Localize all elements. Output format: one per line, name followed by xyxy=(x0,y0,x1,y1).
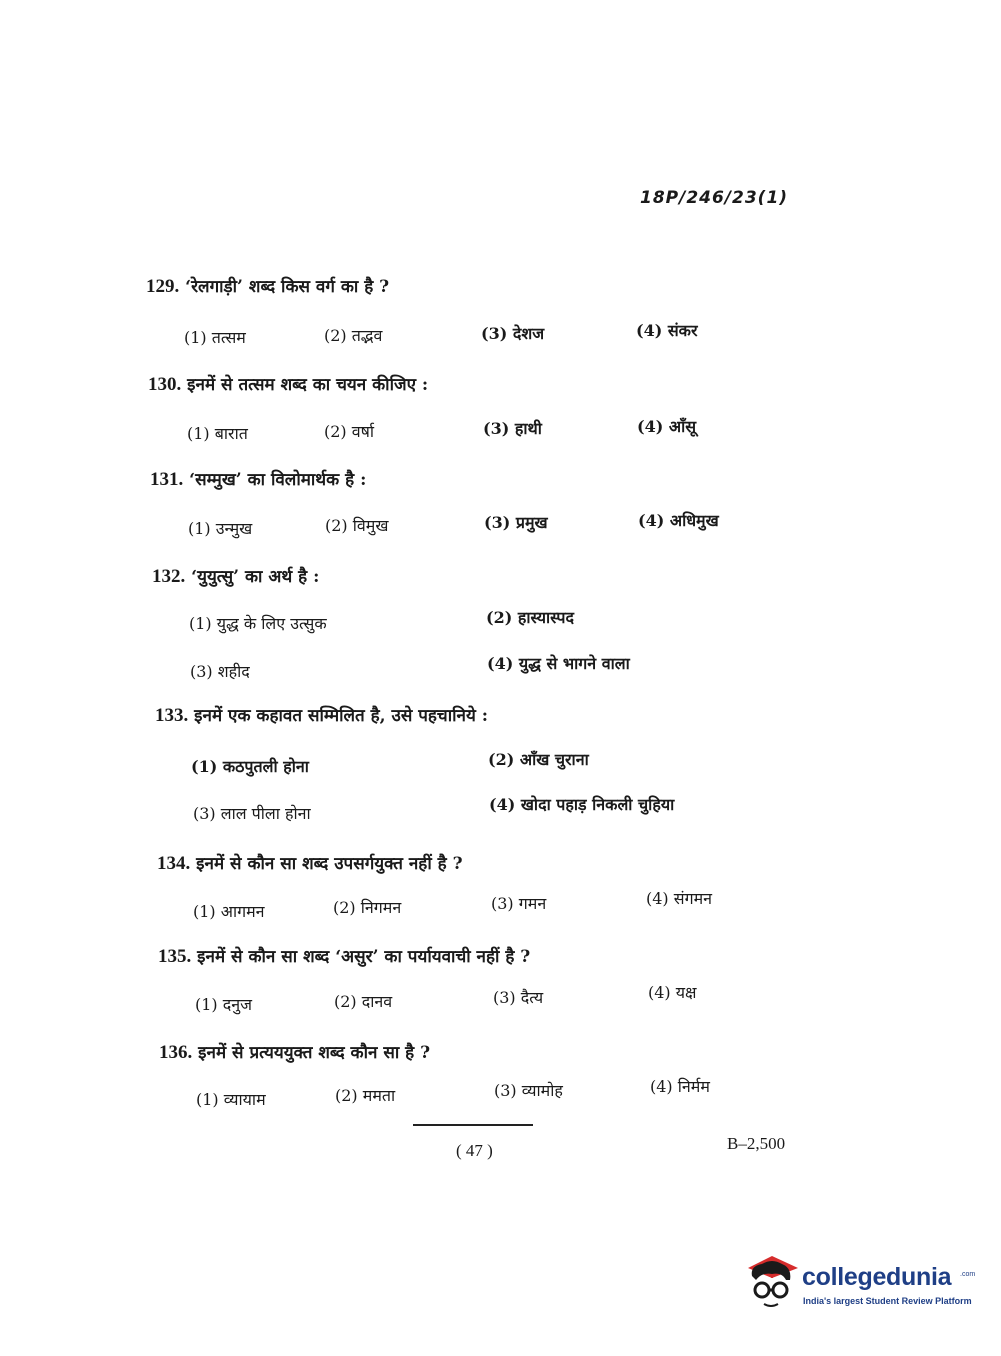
question-133 xyxy=(155,703,488,727)
option: (1) कठपुतली होना xyxy=(191,757,309,776)
option: (3) दैत्य xyxy=(493,988,544,1007)
watermark-tagline: India's largest Student Review Platform xyxy=(803,1296,972,1306)
option: (2) आँख चुराना xyxy=(488,750,589,769)
question-129 xyxy=(146,274,389,298)
question-number: 136. xyxy=(159,1042,193,1063)
question-132 xyxy=(152,564,319,588)
option: (3) देशज xyxy=(481,324,545,343)
footer-divider xyxy=(413,1124,533,1126)
question-number: 130. xyxy=(148,374,182,395)
question-number: 133. xyxy=(155,705,189,726)
question-number: 131. xyxy=(150,469,184,490)
question-135 xyxy=(158,944,530,968)
question-text: इनमें से कौन सा शब्द उपसर्गयुक्त नहीं है ? xyxy=(196,854,463,874)
option: (2) वर्षा xyxy=(324,422,375,441)
option: (4) युद्ध से भागने वाला xyxy=(487,654,630,673)
option: (4) अधिमुख xyxy=(638,511,719,530)
question-text: ‘युयुत्सु’ का अर्थ है : xyxy=(191,567,320,587)
question-number: 135. xyxy=(158,946,192,967)
option: (3) लाल पीला होना xyxy=(193,804,311,823)
option: (2) हास्यास्पद xyxy=(486,608,574,627)
option: (3) गमन xyxy=(491,894,547,913)
question-134 xyxy=(157,851,463,875)
question-text: इनमें से कौन सा शब्द ‘असुर’ का पर्यायवाची नहीं है ? xyxy=(197,947,531,967)
option: (3) शहीद xyxy=(190,662,250,681)
question-text: इनमें से तत्सम शब्द का चयन कीजिए : xyxy=(187,375,429,395)
collegedunia-mascot-icon xyxy=(742,1250,802,1312)
option: (3) व्यामोह xyxy=(494,1081,563,1100)
option: (1) युद्ध के लिए उत्सुक xyxy=(189,614,327,633)
option: (2) निगमन xyxy=(333,898,402,917)
option: (4) संगमन xyxy=(646,889,713,908)
option: (2) ममता xyxy=(335,1086,396,1105)
question-number: 129. xyxy=(146,276,180,297)
option: (4) निर्मम xyxy=(650,1077,710,1096)
option: (4) आँसू xyxy=(637,417,697,436)
option: (1) दनुज xyxy=(195,995,252,1014)
option: (4) संकर xyxy=(636,321,698,340)
question-text: इनमें एक कहावत सम्मिलित है, उसे पहचानिये : xyxy=(194,706,489,726)
paper-code: 18P/246/23(1) xyxy=(640,188,789,208)
option: (1) व्यायाम xyxy=(196,1090,266,1109)
option: (2) दानव xyxy=(334,992,393,1011)
option: (3) हाथी xyxy=(483,419,542,438)
question-text: इनमें से प्रत्यययुक्त शब्द कौन सा है ? xyxy=(198,1043,431,1063)
question-131 xyxy=(150,467,366,491)
question-136 xyxy=(159,1040,430,1064)
watermark-brand: collegedunia xyxy=(802,1263,952,1291)
option: (1) बारात xyxy=(187,424,248,443)
question-130 xyxy=(148,372,428,396)
option: (1) आगमन xyxy=(193,902,265,921)
watermark-domain: .com xyxy=(960,1271,976,1278)
option: (4) खोदा पहाड़ निकली चुहिया xyxy=(489,795,675,814)
page-number: ( 47 ) xyxy=(456,1141,493,1160)
option: (2) विमुख xyxy=(325,516,389,535)
question-number: 134. xyxy=(157,853,191,874)
batch-code: B–2,500 xyxy=(727,1134,786,1153)
option: (1) उन्मुख xyxy=(188,519,253,538)
question-text: ‘रेलगाड़ी’ शब्द किस वर्ग का है ? xyxy=(185,277,390,297)
question-number: 132. xyxy=(152,566,186,587)
question-text: ‘सम्मुख’ का विलोमार्थक है : xyxy=(189,470,367,490)
option: (2) तद्भव xyxy=(324,326,383,345)
option: (1) तत्सम xyxy=(184,328,246,347)
option: (3) प्रमुख xyxy=(484,513,548,532)
option: (4) यक्ष xyxy=(648,983,697,1002)
